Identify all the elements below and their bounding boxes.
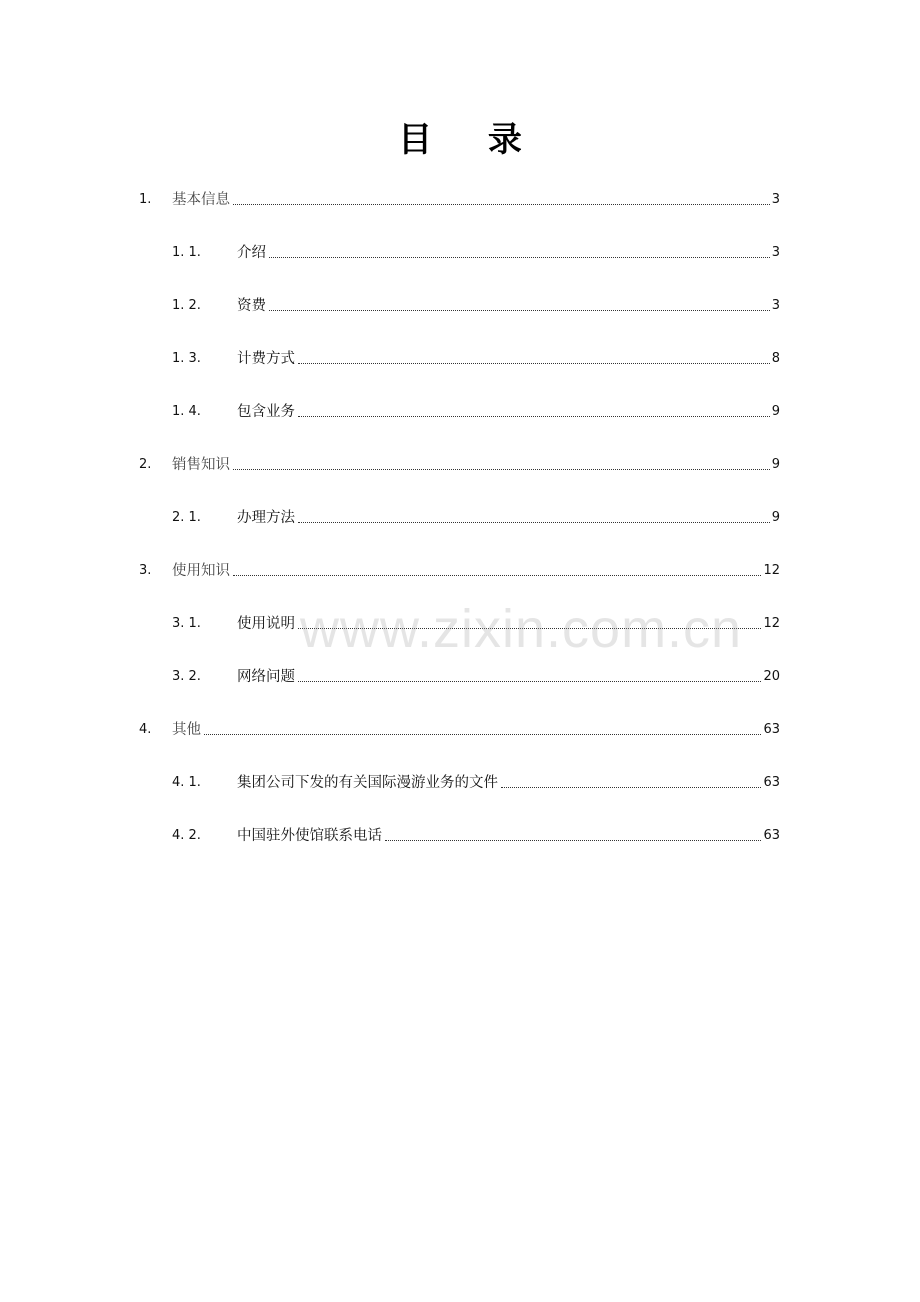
toc-entry-page: 9 bbox=[771, 404, 780, 419]
toc-entry-label: 使用知识 bbox=[172, 563, 230, 579]
toc-entry-number: 1. 3. bbox=[172, 351, 201, 366]
toc-entry-number: 3. bbox=[139, 563, 152, 578]
toc-entry-number: 4. bbox=[139, 722, 152, 737]
toc-entry-number: 4. 1. bbox=[172, 775, 201, 790]
toc-entry[interactable] bbox=[0, 555, 920, 581]
toc-entry[interactable] bbox=[0, 396, 920, 422]
dot-leader bbox=[501, 787, 761, 788]
toc-entry-page: 63 bbox=[763, 775, 780, 790]
toc-entry-label: 办理方法 bbox=[237, 510, 295, 526]
toc-entry[interactable] bbox=[0, 184, 920, 210]
dot-leader bbox=[385, 840, 761, 841]
toc-entry-number: 2. bbox=[139, 457, 152, 472]
toc-entry-number: 1. 2. bbox=[172, 298, 201, 313]
dot-leader bbox=[298, 628, 761, 629]
toc-entry[interactable] bbox=[0, 767, 920, 793]
dot-leader bbox=[269, 257, 770, 258]
toc-entry-page: 3 bbox=[771, 298, 780, 313]
dot-leader bbox=[298, 522, 770, 523]
toc-entry-label: 集团公司下发的有关国际漫游业务的文件 bbox=[237, 775, 498, 791]
dot-leader bbox=[269, 310, 770, 311]
toc-entry[interactable] bbox=[0, 502, 920, 528]
dot-leader bbox=[233, 469, 770, 470]
toc-entry[interactable] bbox=[0, 449, 920, 475]
toc-entry-page: 9 bbox=[771, 510, 780, 525]
toc-entry-label: 计费方式 bbox=[237, 351, 295, 367]
toc-entry-page: 12 bbox=[763, 616, 780, 631]
dot-leader bbox=[298, 681, 761, 682]
dot-leader bbox=[298, 363, 770, 364]
toc-entry[interactable] bbox=[0, 608, 920, 634]
toc-entry-number: 1. 1. bbox=[172, 245, 201, 260]
toc-entry[interactable] bbox=[0, 237, 920, 263]
dot-leader bbox=[204, 734, 761, 735]
toc-entry-label: 网络问题 bbox=[237, 669, 295, 685]
toc-entry-page: 9 bbox=[771, 457, 780, 472]
toc-entry-number: 4. 2. bbox=[172, 828, 201, 843]
toc-entry-page: 12 bbox=[763, 563, 780, 578]
dot-leader bbox=[233, 575, 761, 576]
toc-title: 目 录 bbox=[398, 120, 544, 160]
toc-entry-label: 销售知识 bbox=[172, 457, 230, 473]
toc-entry-number: 2. 1. bbox=[172, 510, 201, 525]
toc-entry[interactable] bbox=[0, 661, 920, 687]
toc-entry[interactable] bbox=[0, 343, 920, 369]
toc-entry-label: 资费 bbox=[237, 298, 266, 314]
toc-entry-page: 63 bbox=[763, 828, 780, 843]
toc-entry-page: 8 bbox=[771, 351, 780, 366]
toc-entry-label: 基本信息 bbox=[172, 192, 230, 208]
toc-entry-number: 1. bbox=[139, 192, 152, 207]
toc-entry-label: 包含业务 bbox=[237, 404, 295, 420]
toc-entry-page: 63 bbox=[763, 722, 780, 737]
toc-entry-page: 3 bbox=[771, 192, 780, 207]
toc-entry-number: 3. 1. bbox=[172, 616, 201, 631]
toc-entry-label: 介绍 bbox=[237, 245, 266, 261]
toc-entry[interactable] bbox=[0, 820, 920, 846]
toc-entry-label: 其他 bbox=[172, 722, 201, 738]
toc-entry-label: 中国驻外使馆联系电话 bbox=[237, 828, 382, 844]
toc-entry-page: 3 bbox=[771, 245, 780, 260]
toc-entry[interactable] bbox=[0, 290, 920, 316]
toc-entry[interactable] bbox=[0, 714, 920, 740]
toc-entry-number: 3. 2. bbox=[172, 669, 201, 684]
toc-entry-label: 使用说明 bbox=[237, 616, 295, 632]
toc-entry-page: 20 bbox=[763, 669, 780, 684]
dot-leader bbox=[298, 416, 770, 417]
toc-entry-number: 1. 4. bbox=[172, 404, 201, 419]
watermark: www.zixin.com.cn bbox=[300, 599, 743, 659]
dot-leader bbox=[233, 204, 770, 205]
